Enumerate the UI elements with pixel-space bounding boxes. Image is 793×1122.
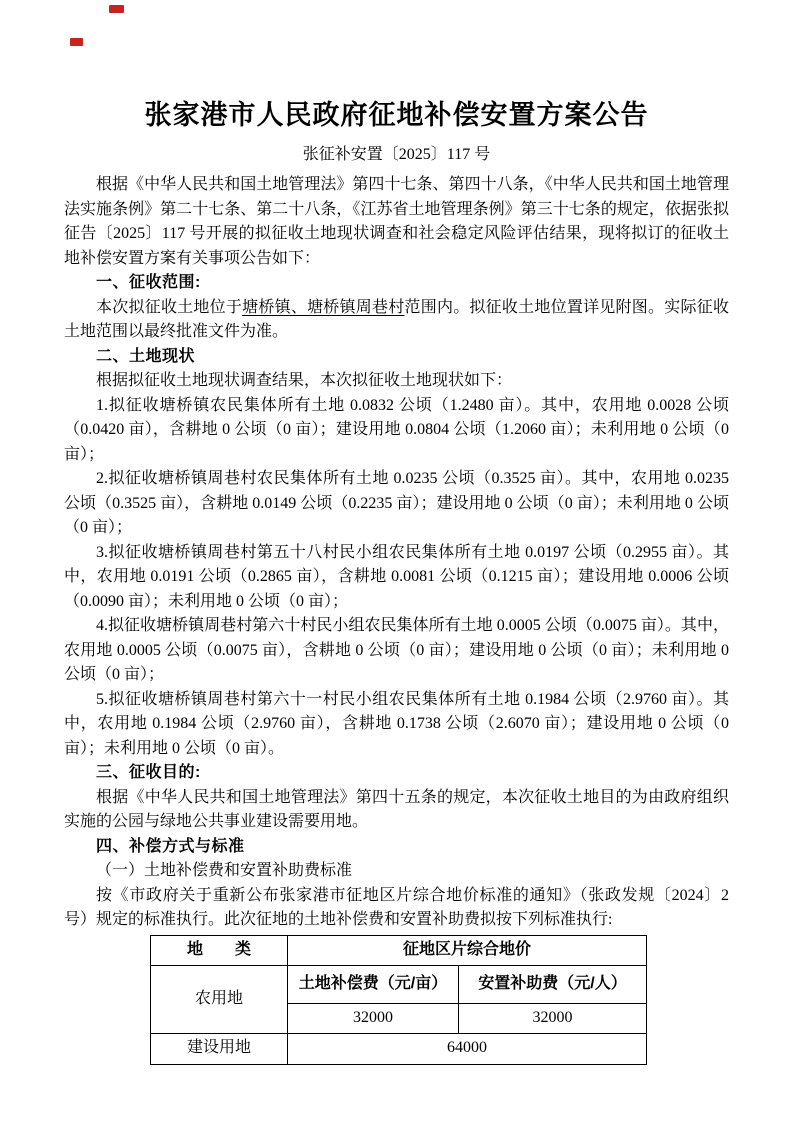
agri-land-comp-value: 32000 <box>288 1003 459 1033</box>
land-class-header-cell: 地 类 <box>151 935 288 965</box>
agri-label-cell: 农用地 <box>151 965 288 1033</box>
constr-value-cell: 64000 <box>288 1033 647 1064</box>
compensation-table <box>150 935 647 1065</box>
land-item-1: 1.拟征收塘桥镇农民集体所有土地 0.0832 公顷（1.2480 亩）。其中，农用地 0.0028 公顷（0.0420 亩），含耕地 0 公顷（0 亩）；建设用地 0.0804 公顷（1.2060 亩）；未利用地 0 公顷（0 亩）； <box>64 396 729 463</box>
land-item-2: 2.拟征收塘桥镇周巷村农民集体所有土地 0.0235 公顷（0.3525 亩）。其中，农用地 0.0235 公顷（0.3525 亩），含耕地 0.0149 公顷（0.2235 亩）；建设用地 0 公顷（0 亩）；未利用地 0 公顷（0 亩）； <box>64 470 729 536</box>
document-number: 张征补安置〔2025〕117 号 <box>302 146 491 163</box>
table-row-subheader <box>151 965 647 1003</box>
constr-label-cell: 建设用地 <box>151 1033 288 1064</box>
table-row-construction <box>151 1033 647 1064</box>
scope-text-after: 范围内。拟征收土地位置详见附图。实际征收土地范围以最终批准文件为准。 <box>64 298 729 340</box>
scope-text-underlined: 塘桥镇、塘桥镇周巷村 <box>242 298 405 316</box>
intro-paragraph: 根据《中华人民共和国土地管理法》第四十七条、第四十八条，《中华人民共和国土地管理法实施条例》第二十七条、第二十八条，《江苏省土地管理条例》第三十七条的规定，依据张拟征告〔2025〕117 号开展的拟征收土地现状调查和社会稳定风险评估结果，现将拟订的征收土地补偿安置方案有关事项公告如下： <box>64 176 729 267</box>
section-1-paragraph <box>64 296 729 345</box>
section-3-heading: 三、征收目的: <box>96 764 201 781</box>
agri-resettle-value: 32000 <box>459 1003 647 1033</box>
document-title: 张家港市人民政府征地补偿安置方案公告 <box>144 100 649 130</box>
land-item-4: 4.拟征收塘桥镇周巷村第六十村民小组农民集体所有土地 0.0005 公顷（0.0075 亩）。其中，农用地 0.0005 公顷（0.0075 亩），含耕地 0 公顷（0 亩）；建设用地 0 公顷（0 亩）；未利用地 0 公顷（0 亩）； <box>64 617 729 683</box>
section-1-heading: 一、征收范围: <box>96 274 201 291</box>
section-4-subheading: （一）土地补偿费和安置补助费标准 <box>96 862 353 879</box>
land-item-3: 3.拟征收塘桥镇周巷村第五十八村民小组农民集体所有土地 0.0197 公顷（0.2955 亩）。其中，农用地 0.0191 公顷（0.2865 亩），含耕地 0.0081 公顷（0.1215 亩）；建设用地 0.0006 公顷（0.0090 亩）；未利用地 0 公顷（0 亩）； <box>64 543 729 610</box>
section-4-paragraph: 按《市政府关于重新公布张家港市征地区片综合地价标准的通知》（张政发规〔2024〕2 号）规定的标准执行。此次征地的土地补偿费和安置补助费拟按下列标准执行: <box>64 886 729 928</box>
section-2-heading: 二、土地现状 <box>96 347 196 365</box>
table-row-header <box>151 935 647 965</box>
land-item-5: 5.拟征收塘桥镇周巷村第六十一村民小组农民集体所有土地 0.1984 公顷（2.9760 亩）。其中，农用地 0.1984 公顷（2.9760 亩），含耕地 0.1738 公顷（2.6070 亩）；建设用地 0 公顷（0 亩）；未利用地 0 公顷（0 亩）。 <box>64 690 729 757</box>
scope-text-before: 本次拟征收土地位于 <box>96 298 243 316</box>
section-3-paragraph: 根据《中华人民共和国土地管理法》第四十五条的规定，本次征收土地目的为由政府组织实施的公园与绿地公共事业建设需要用地。 <box>64 788 729 830</box>
price-header-cell: 征地区片综合地价 <box>288 935 647 965</box>
red-artifact-mark-1 <box>109 5 124 13</box>
land-comp-header-cell: 土地补偿费（元/亩） <box>288 965 459 1003</box>
resettle-header-cell: 安置补助费（元/人） <box>459 965 647 1003</box>
red-artifact-mark-2 <box>70 38 83 46</box>
section-2-intro: 根据拟征收土地现状调查结果，本次拟征收土地现状如下： <box>96 372 513 389</box>
document-body <box>64 173 729 1065</box>
section-4-heading: 四、补偿方式与标准 <box>96 837 245 855</box>
